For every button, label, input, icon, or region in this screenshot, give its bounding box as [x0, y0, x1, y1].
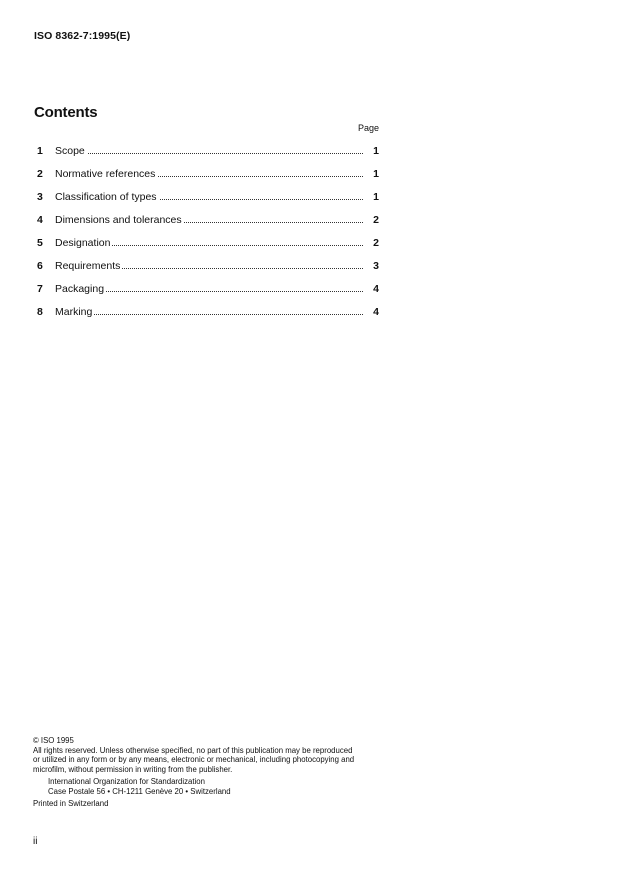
toc-entry[interactable]	[37, 144, 379, 167]
copyright-notice: © ISO 1995	[33, 736, 74, 745]
toc-entry[interactable]	[37, 259, 379, 282]
page-column-label: Page	[357, 123, 379, 133]
toc-entry-number: 2	[37, 168, 43, 180]
toc-entry-page: 2	[373, 237, 379, 249]
toc-entry[interactable]	[37, 282, 379, 305]
toc-entry-title: Classification of types	[55, 191, 157, 203]
toc-entry-page: 1	[373, 168, 379, 180]
toc-entry-number: 3	[37, 191, 43, 203]
contents-heading: Contents	[34, 104, 98, 121]
toc-entry-title: Dimensions and tolerances	[55, 214, 182, 226]
toc-entry-page: 3	[373, 260, 379, 272]
toc-entry[interactable]	[37, 190, 379, 213]
printed-in: Printed in Switzerland	[33, 799, 109, 808]
toc-entry-number: 6	[37, 260, 43, 272]
toc-entry[interactable]	[37, 167, 379, 190]
toc-entry[interactable]	[37, 213, 379, 236]
toc-entry-number: 8	[37, 306, 43, 318]
dot-leader	[55, 153, 363, 154]
copyright-block	[33, 736, 383, 809]
rights-statement-line: All rights reserved. Unless otherwise specified, no part of this publication may be reproduced	[33, 745, 353, 755]
page-number: ii	[33, 836, 38, 847]
toc-entry-number: 1	[37, 145, 43, 157]
toc-entry[interactable]	[37, 305, 379, 328]
toc-entry-page: 4	[373, 306, 379, 318]
toc-entry-title: Marking	[55, 306, 93, 318]
toc-entry-number: 4	[37, 214, 43, 226]
toc-entry-title: Packaging	[55, 283, 105, 295]
organization-address: Case Postale 56 • CH-1211 Genève 20 • Switzerland	[48, 786, 231, 796]
toc-entry-page: 1	[373, 191, 379, 203]
rights-statement-line: microfilm, without permission in writing from the publisher.	[33, 764, 233, 774]
rights-statement-line: or utilized in any form or by any means, electronic or mechanical, including photocopying and	[33, 755, 355, 764]
organization-name: International Organization for Standardization	[48, 777, 205, 786]
toc-entry-title: Scope	[55, 145, 85, 157]
toc-entry-page: 4	[373, 283, 379, 295]
toc-entry-title: Designation	[55, 237, 111, 249]
table-of-contents	[37, 144, 379, 328]
toc-entry-title: Requirements	[55, 260, 121, 272]
toc-entry-number: 7	[37, 283, 43, 295]
toc-entry[interactable]	[37, 236, 379, 259]
dot-leader	[55, 314, 363, 315]
toc-entry-title: Normative references	[55, 168, 156, 180]
toc-entry-page: 1	[373, 145, 379, 157]
toc-entry-page: 2	[373, 214, 379, 226]
toc-entry-number: 5	[37, 237, 43, 249]
document-id: ISO 8362-7:1995(E)	[34, 30, 131, 42]
